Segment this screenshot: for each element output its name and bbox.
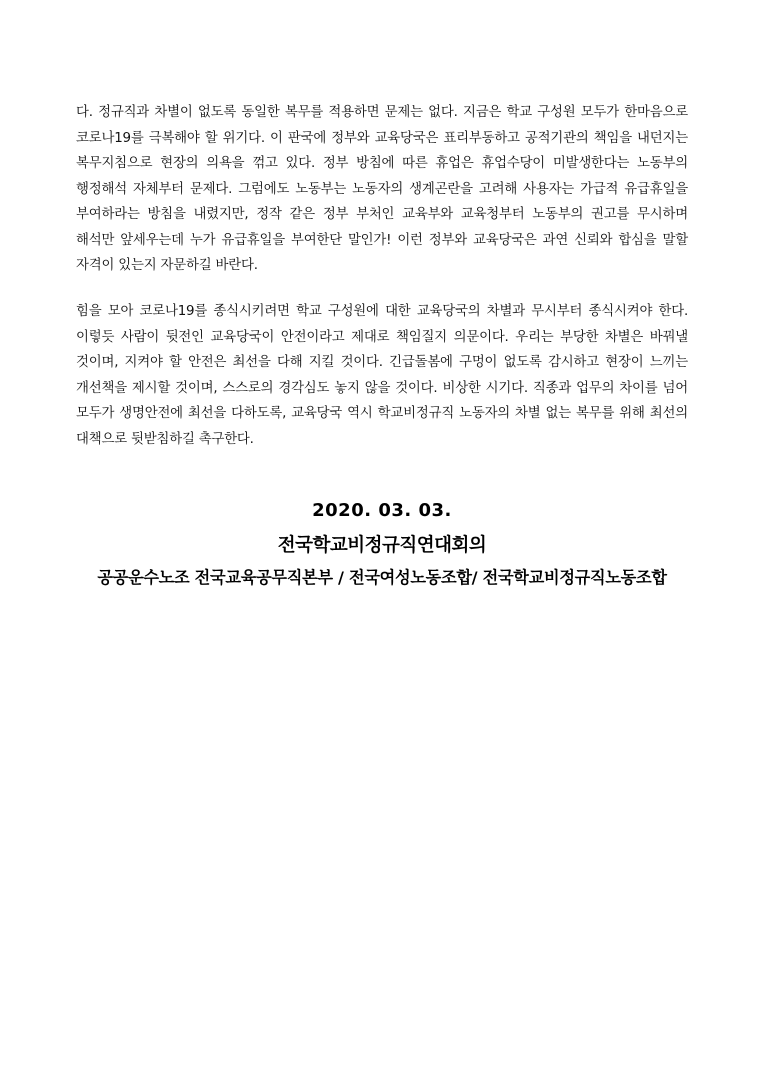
- issuing-organization: 전국학교비정규직연대회의: [277, 535, 487, 556]
- body-paragraph-2: 힘을 모아 코로나19를 종식시키려면 학교 구성원에 대한 교육당국의 차별과 무시부터 종식시켜야 한다. 이렇듯 사람이 뒷전인 교육당국이 안전이라고 제대로 책임질지 의문이다. 우리는 부당한 차별은 바꿔낼 것이며, 지켜야 할 안전은 최선을 다해 지킬 것이다. 긴급돌봄에 구멍이 없도록 감시하고 현장이 느끼는 개선책을 제시할 것이며, 스스로의 경각심도 놓지 않을 것이다. 비상한 시기다. 직종과 업무의 차이를 넘어 모두가 생명안전에 최선을 다하도록, 교육당국 역시 학교비정규직 노동자의 차별 없는 복무를 위해 최선의 대책으로 뒷받침하길 촉구한다.: [76, 304, 688, 447]
- body-paragraph-1: 다. 정규직과 차별이 없도록 동일한 복무를 적용하면 문제는 없다. 지금은 학교 구성원 모두가 한마음으로 코로나19를 극복해야 할 위기다. 이 판국에 정부와 교육당국은 표리부동하고 공적기관의 책임을 내던지는 복무지침으로 현장의 의욕을 꺾고 있다. 정부 방침에 따른 휴업은 휴업수당이 미발생한다는 노동부의 행정해석 자체부터 문제다. 그럼에도 노동부는 노동자의 생계곤란을 고려해 사용자는 가급적 유급휴일을 부여하라는 방침을 내렸지만, 정작 같은 정부 부처인 교육부와 교육청부터 노동부의 권고를 무시하며 해석만 앞세우는데 누가 유급휴일을 부여한단 말인가! 이런 정부와 교육당국은 과연 신뢰와 합심을 말할 자격이 있는지 자문하길 바란다.: [76, 105, 688, 273]
- statement-date: 2020. 03. 03.: [312, 500, 452, 521]
- member-unions: 공공운수노조 전국교육공무직본부 / 전국여성노동조합/ 전국학교비정규직노동조합: [97, 568, 667, 587]
